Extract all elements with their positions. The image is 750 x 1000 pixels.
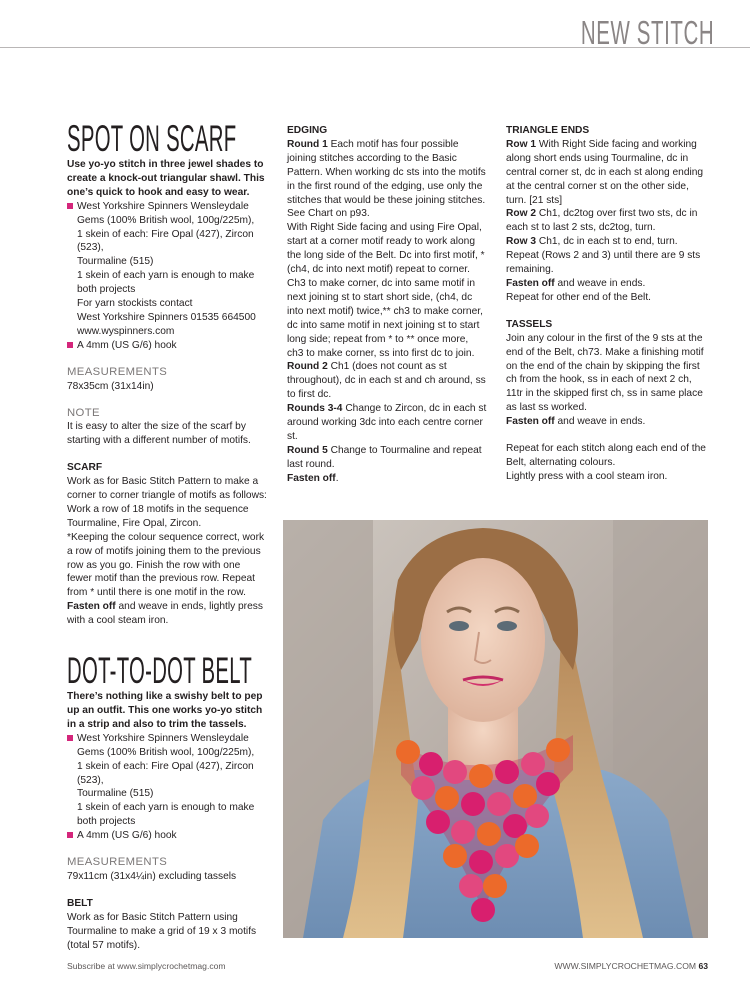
round-text: Ch1 (does not count as st throughout), dc in each st and ch around, ss to first dc. bbox=[287, 361, 486, 401]
scarf-yarn-line: 1 skein of each: Fire Opal (427), Zircon (523), bbox=[77, 228, 254, 254]
photo-illustration bbox=[283, 520, 708, 938]
fasten-label: Fasten off bbox=[67, 601, 116, 613]
triangle-row1 bbox=[506, 138, 706, 208]
belt-yarn-line: 1 skein of each yarn is enough to make bbox=[77, 802, 255, 814]
round-label: Round 1 bbox=[287, 138, 328, 150]
fasten-label: Fasten off bbox=[287, 472, 336, 484]
fasten-label: Fasten off bbox=[506, 277, 555, 289]
model-scarf-photo bbox=[283, 520, 708, 938]
tassels-heading: TASSELS bbox=[506, 318, 553, 330]
scarf-yarn-line: Tourmaline (515) bbox=[77, 256, 154, 268]
edging-round5 bbox=[287, 444, 487, 472]
triangle-row2 bbox=[506, 207, 706, 235]
belt-yarn-line: Tourmaline (515) bbox=[77, 788, 154, 800]
tassels-text: Join any colour in the first of the 9 sts at the end of the Belt, ch73. Make a finishing motif on the end of the chain by skipping the first ch from the hook, ss in each of next 2 ch, 11tr in the skipped first ch, ss in same place as last ss worked. bbox=[506, 332, 704, 414]
round-label: Round 2 bbox=[287, 361, 328, 373]
round-label: Round 5 bbox=[287, 444, 328, 456]
scarf-title: SPOT ON SCARF bbox=[67, 118, 237, 159]
row-text: With Right Side facing and working along short ends using Tourmaline, dc in central corner st, dc in each st along ending at the central corner st on the other side, turn. [21 sts] bbox=[506, 138, 704, 206]
scarf-fasten bbox=[67, 600, 267, 628]
row-label: Row 2 bbox=[506, 208, 537, 220]
fasten-label: Fasten off bbox=[506, 416, 555, 428]
belt-heading: BELT bbox=[67, 897, 93, 909]
fasten-text: and weave in ends, lightly press with a cool steam iron. bbox=[67, 601, 263, 627]
scarf-yarn-line: 1 skein of each yarn is enough to make bbox=[77, 270, 255, 282]
fasten-text: and weave in ends. bbox=[554, 416, 646, 428]
edging-round34 bbox=[287, 402, 487, 444]
belt-text: Work as for Basic Stitch Pattern using Tourmaline to make a grid of 19 x 3 motifs (total 57 motifs). bbox=[67, 911, 257, 951]
triangle-fasten bbox=[506, 277, 706, 291]
scarf-yarn-line: West Yorkshire Spinners 01535 664500 bbox=[77, 311, 256, 323]
scarf-note: It is easy to alter the size of the scarf by starting with a different number of motifs. bbox=[67, 421, 251, 447]
footer-subscribe: Subscribe at www.simplycrochetmag.com bbox=[67, 961, 226, 971]
column-middle bbox=[287, 124, 487, 486]
scarf-yarn-line: For yarn stockists contact bbox=[77, 298, 193, 310]
triangle-row3 bbox=[506, 235, 706, 249]
footer-site-text: WWW.SIMPLYCROCHETMAG.COM bbox=[554, 961, 697, 971]
edging-fasten bbox=[287, 472, 487, 486]
triangle-ends-heading: TRIANGLE ENDS bbox=[506, 125, 590, 136]
scarf-yarn-bullet: West Yorkshire Spinners Wensleydale bbox=[67, 200, 267, 214]
edging-round1-cont: With Right Side facing and using Fire Opal, start at a corner motif ready to work along the long side of the Belt. Dc into first motif, *(ch4, dc into next motif) repeat to corner. Ch3 to make corner, dc into same motif in next joining st to start short side, (ch4, dc into next motif) twice,** ch3 to make corner, dc into same motif in next joining st to start long side; repeat from * to ** once more, ch3 to make corner, ss into first dc to join. bbox=[287, 222, 485, 359]
round-text: Change to Tourmaline and repeat last round. bbox=[287, 444, 482, 470]
scarf-measurements: 78x35cm (31x14in) bbox=[67, 380, 154, 392]
edging-round2 bbox=[287, 360, 487, 402]
column-left bbox=[67, 120, 267, 953]
belt-title: DOT-TO-DOT BELT bbox=[67, 650, 253, 692]
belt-yarn-line: 1 skein of each: Fire Opal (427), Zircon (523), bbox=[77, 760, 254, 786]
row-label: Row 1 bbox=[506, 138, 537, 150]
scarf-row: Work a row of 18 motifs in the sequence Tourmaline, Fire Opal, Zircon. bbox=[67, 503, 249, 529]
row-text: Ch1, dc2tog over first two sts, dc in each st to last 2 sts, dc2tog, turn. bbox=[506, 208, 698, 234]
belt-yarn-line: Gems (100% British wool, 100g/225m), bbox=[77, 746, 255, 758]
triangle-repeat: Repeat (Rows 2 and 3) until there are 9 sts remaining. bbox=[506, 250, 701, 276]
belt-measurements: 79x11cm (31x4¼in) excluding tassels bbox=[67, 870, 237, 882]
scarf-yarn-line: both projects bbox=[77, 284, 136, 296]
scarf-intro: Use yo-yo stitch in three jewel shades to create a knock-out triangular shawl. This one’s quick to hook and easy to wear. bbox=[67, 159, 265, 198]
scarf-repeat: *Keeping the colour sequence correct, work a row of motifs joining them to the previous row as you go. Finish the row with one fewer motif than the previous row. Repeat from * until there is one motif in the row. bbox=[67, 531, 265, 599]
footer-site bbox=[554, 961, 708, 971]
belt-yarn-line: both projects bbox=[77, 816, 136, 828]
fasten-text: and weave in ends. bbox=[554, 277, 646, 289]
tassels-fasten bbox=[506, 415, 706, 429]
edging-heading: EDGING bbox=[287, 125, 328, 136]
row-text: Ch1, dc in each st to end, turn. bbox=[536, 236, 678, 248]
scarf-hook: A 4mm (US G/6) hook bbox=[67, 339, 267, 353]
fasten-text: . bbox=[335, 472, 339, 484]
belt-intro: There’s nothing like a swishy belt to pep up an outfit. This one works yo-yo stitch in a strip and also to trim the tassels. bbox=[67, 691, 263, 730]
tassels-press: Lightly press with a cool steam iron. bbox=[506, 470, 668, 482]
page-number: 63 bbox=[698, 961, 708, 971]
scarf-text: Work as for Basic Stitch Pattern to make a corner to corner triangle of motifs as follows: bbox=[67, 476, 267, 502]
edging-round1 bbox=[287, 138, 487, 221]
belt-yarn-bullet: West Yorkshire Spinners Wensleydale bbox=[67, 732, 267, 746]
round-text: Each motif has four possible joining stitches according to the Basic Pattern. When working dc sts into the motifs in the first round of the edging, use only the stitches that would be these joining stitches. See Chart on p93. bbox=[287, 138, 486, 220]
scarf-heading: SCARF bbox=[67, 462, 103, 474]
belt-hook: A 4mm (US G/6) hook bbox=[67, 829, 267, 843]
scarf-note-heading: NOTE bbox=[67, 406, 100, 419]
tassels-repeat: Repeat for each stitch along each end of the Belt, alternating colours. bbox=[506, 443, 706, 468]
scarf-yarn-line: www.wyspinners.com bbox=[77, 325, 175, 337]
round-text: Change to Zircon, dc in each st around working 3dc into each centre corner st. bbox=[287, 403, 487, 442]
belt-measurements-heading: MEASUREMENTS bbox=[67, 856, 168, 869]
triangle-other-end: Repeat for other end of the Belt. bbox=[506, 291, 651, 303]
scarf-measurements-heading: MEASUREMENTS bbox=[67, 365, 168, 378]
scarf-yarn-line: Gems (100% British wool, 100g/225m), bbox=[77, 214, 255, 226]
round-label: Rounds 3-4 bbox=[287, 403, 343, 415]
column-right bbox=[506, 124, 706, 484]
row-label: Row 3 bbox=[506, 236, 537, 248]
section-tag: NEW STITCH bbox=[580, 14, 714, 51]
